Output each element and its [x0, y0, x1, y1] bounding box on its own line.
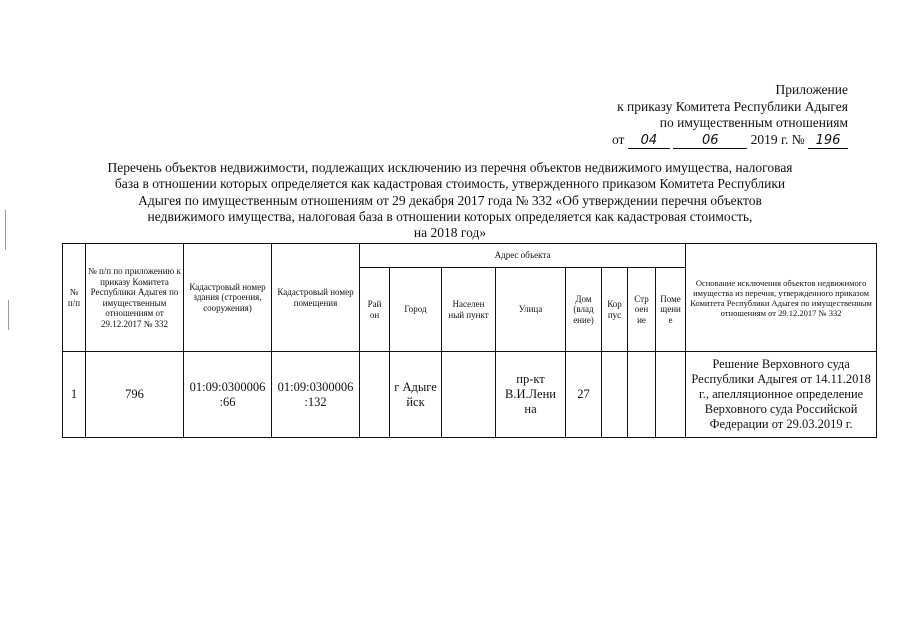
header-address: Адрес объекта — [360, 244, 686, 268]
cell-building-cadastral: 01:09:0300006 :66 — [184, 352, 272, 438]
scan-edge-mark — [8, 300, 9, 330]
order-number-handwritten: 196 — [808, 134, 848, 149]
cell-building — [602, 352, 628, 438]
date-prefix: от — [611, 131, 625, 147]
cell-locality — [442, 352, 496, 438]
cell-num: 1 — [63, 352, 86, 438]
title-line-1: Перечень объектов недвижимости, подлежащих исключению из перечня объектов недвижимого имущества, налоговая — [107, 160, 793, 175]
header-district: Рай он — [360, 268, 390, 352]
header-room: Поме щени е — [656, 268, 686, 352]
date-day-handwritten: 04 — [628, 134, 670, 149]
appendix-line-3: по имущественным отношениям — [659, 115, 848, 130]
title-line-4: недвижимого имущества, налоговая база в отношении которых определяется как кадастровая стоимость, — [147, 208, 753, 224]
header-street: Улица — [496, 268, 566, 352]
header-room-cadastral: Кадастровый номер помещения — [272, 244, 360, 352]
cell-city: г Адыге йск — [390, 352, 442, 438]
cell-house: 27 — [566, 352, 602, 438]
cell-district — [360, 352, 390, 438]
header-structure: Стр оен ие — [628, 268, 656, 352]
table-header-row — [63, 244, 877, 268]
header-house: Дом (влад ение) — [566, 268, 602, 352]
title-line-5: на 2018 год» — [413, 225, 487, 241]
title-line-2: база в отношении которых определяется как кадастровая стоимость, утвержденного приказом Комитета Республики — [114, 176, 786, 192]
header-city: Город — [390, 268, 442, 352]
header-building: Кор пус — [602, 268, 628, 352]
appendix-line-1: Приложение — [775, 82, 848, 97]
cell-street: пр-кт В.И.Лени на — [496, 352, 566, 438]
title-line-3: Адыгея по имущественным отношениям от 29 декабря 2017 года № 332 «Об утверждении перечня объектов — [138, 192, 762, 208]
header-appendix-num: № п/п по приложению к приказу Комитета Республики Адыгея по имущественным отношениям от 29.12.2017 № 332 — [86, 244, 184, 352]
cell-appendix-num: 796 — [86, 352, 184, 438]
appendix-date-line — [612, 132, 848, 149]
cell-room — [656, 352, 686, 438]
scan-edge-mark — [5, 210, 6, 250]
header-num: № п/п — [63, 244, 86, 352]
appendix-line-2: к приказу Комитета Республики Адыгея — [617, 98, 848, 114]
cell-room-cadastral: 01:09:0300006 :132 — [272, 352, 360, 438]
header-locality: Населен ный пункт — [442, 268, 496, 352]
table-row — [63, 352, 877, 438]
objects-table — [62, 243, 877, 438]
document-title — [60, 160, 840, 241]
date-year-text: 2019 г. № — [750, 131, 805, 147]
header-building-cadastral: Кадастровый номер здания (строения, сооружения) — [184, 244, 272, 352]
header-basis: Основание исключения объектов недвижимого имущества из перечня, утвержденного приказом Комитета Республики Адыгея по имущественным отношениям от 29.12.2017 № 332 — [686, 244, 877, 352]
cell-basis: Решение Верховного суда Республики Адыгея от 14.11.2018 г., апелляционное определение Верховного суда Российской Федерации от 29.03.2019 г. — [686, 352, 877, 438]
appendix-block — [612, 82, 848, 149]
date-month-handwritten: 06 — [673, 134, 747, 149]
cell-structure — [628, 352, 656, 438]
